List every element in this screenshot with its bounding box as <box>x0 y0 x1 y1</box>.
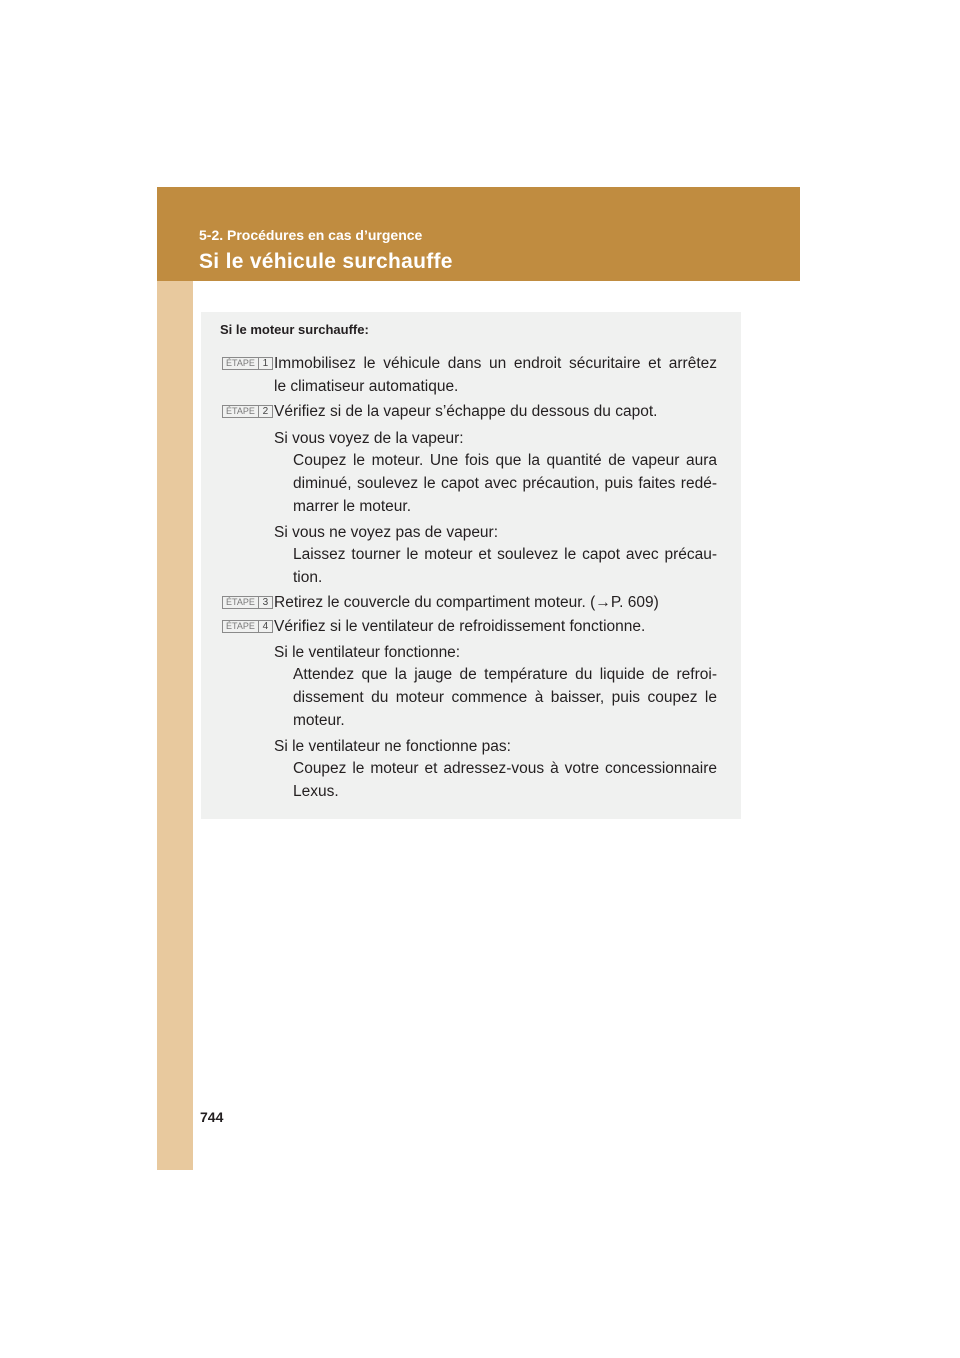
step-2-case-2-condition: Si vous ne voyez pas de vapeur: <box>274 524 499 541</box>
page-number: 744 <box>200 1109 224 1125</box>
step-4-case-1-line-1: Attendez que la jauge de température du liquide de refroi- <box>293 666 717 683</box>
step-badge-label: ÉTAPE <box>222 596 258 609</box>
step-4-line-1: Vérifiez si le ventilateur de refroidissement fonctionne. <box>274 618 646 635</box>
step-4-case-2-line-2: Lexus. <box>293 783 339 800</box>
step-badge-4 <box>222 620 273 633</box>
side-tab-strip <box>157 187 193 1170</box>
step-badge-number: 3 <box>258 596 273 609</box>
step-badge-label: ÉTAPE <box>222 357 258 370</box>
step-4-case-1-condition: Si le ventilateur fonctionne: <box>274 644 461 661</box>
step-badge-3 <box>222 596 273 609</box>
page-title: Si le véhicule surchauffe <box>199 250 453 273</box>
step-4-case-1-line-3: moteur. <box>293 712 345 729</box>
step-2-case-1-line-1: Coupez le moteur. Une fois que la quantité de vapeur aura <box>293 452 717 469</box>
step-2-case-2-line-1: Laissez tourner le moteur et soulevez le capot avec précau- <box>293 546 717 563</box>
step-4-case-1-line-2: dissement du moteur commence à baisser, puis coupez le <box>293 689 717 706</box>
step-1-line-2: le climatiseur automatique. <box>274 378 459 395</box>
step-badge-number: 4 <box>258 620 273 633</box>
step-4-case-2-line-1: Coupez le moteur et adressez-vous à votre concessionnaire <box>293 760 717 777</box>
step-badge-1 <box>222 357 273 370</box>
step-2-case-2-line-2: tion. <box>293 569 323 586</box>
step-2-case-1-line-2: diminué, soulevez le capot avec précaution, puis faites redé- <box>293 475 717 492</box>
step-badge-label: ÉTAPE <box>222 620 258 633</box>
box-heading: Si le moteur surchauffe: <box>220 322 369 337</box>
page-header <box>157 187 800 281</box>
step-badge-2 <box>222 405 273 418</box>
step-badge-number: 2 <box>258 405 273 418</box>
step-1-line-1: Immobilisez le véhicule dans un endroit sécuritaire et arrêtez <box>274 355 717 372</box>
step-2-case-1-line-3: marrer le moteur. <box>293 498 412 515</box>
step-badge-number: 1 <box>258 357 273 370</box>
step-2-case-1-condition: Si vous voyez de la vapeur: <box>274 430 464 447</box>
step-4-case-2-condition: Si le ventilateur ne fonctionne pas: <box>274 738 511 755</box>
instruction-box <box>201 312 741 819</box>
step-badge-label: ÉTAPE <box>222 405 258 418</box>
step-2-line-1: Vérifiez si de la vapeur s’échappe du dessous du capot. <box>274 403 658 420</box>
step-3-line-1: Retirez le couvercle du compartiment moteur. (→P. 609) <box>274 594 659 611</box>
section-label: 5-2. Procédures en cas d’urgence <box>199 227 423 243</box>
